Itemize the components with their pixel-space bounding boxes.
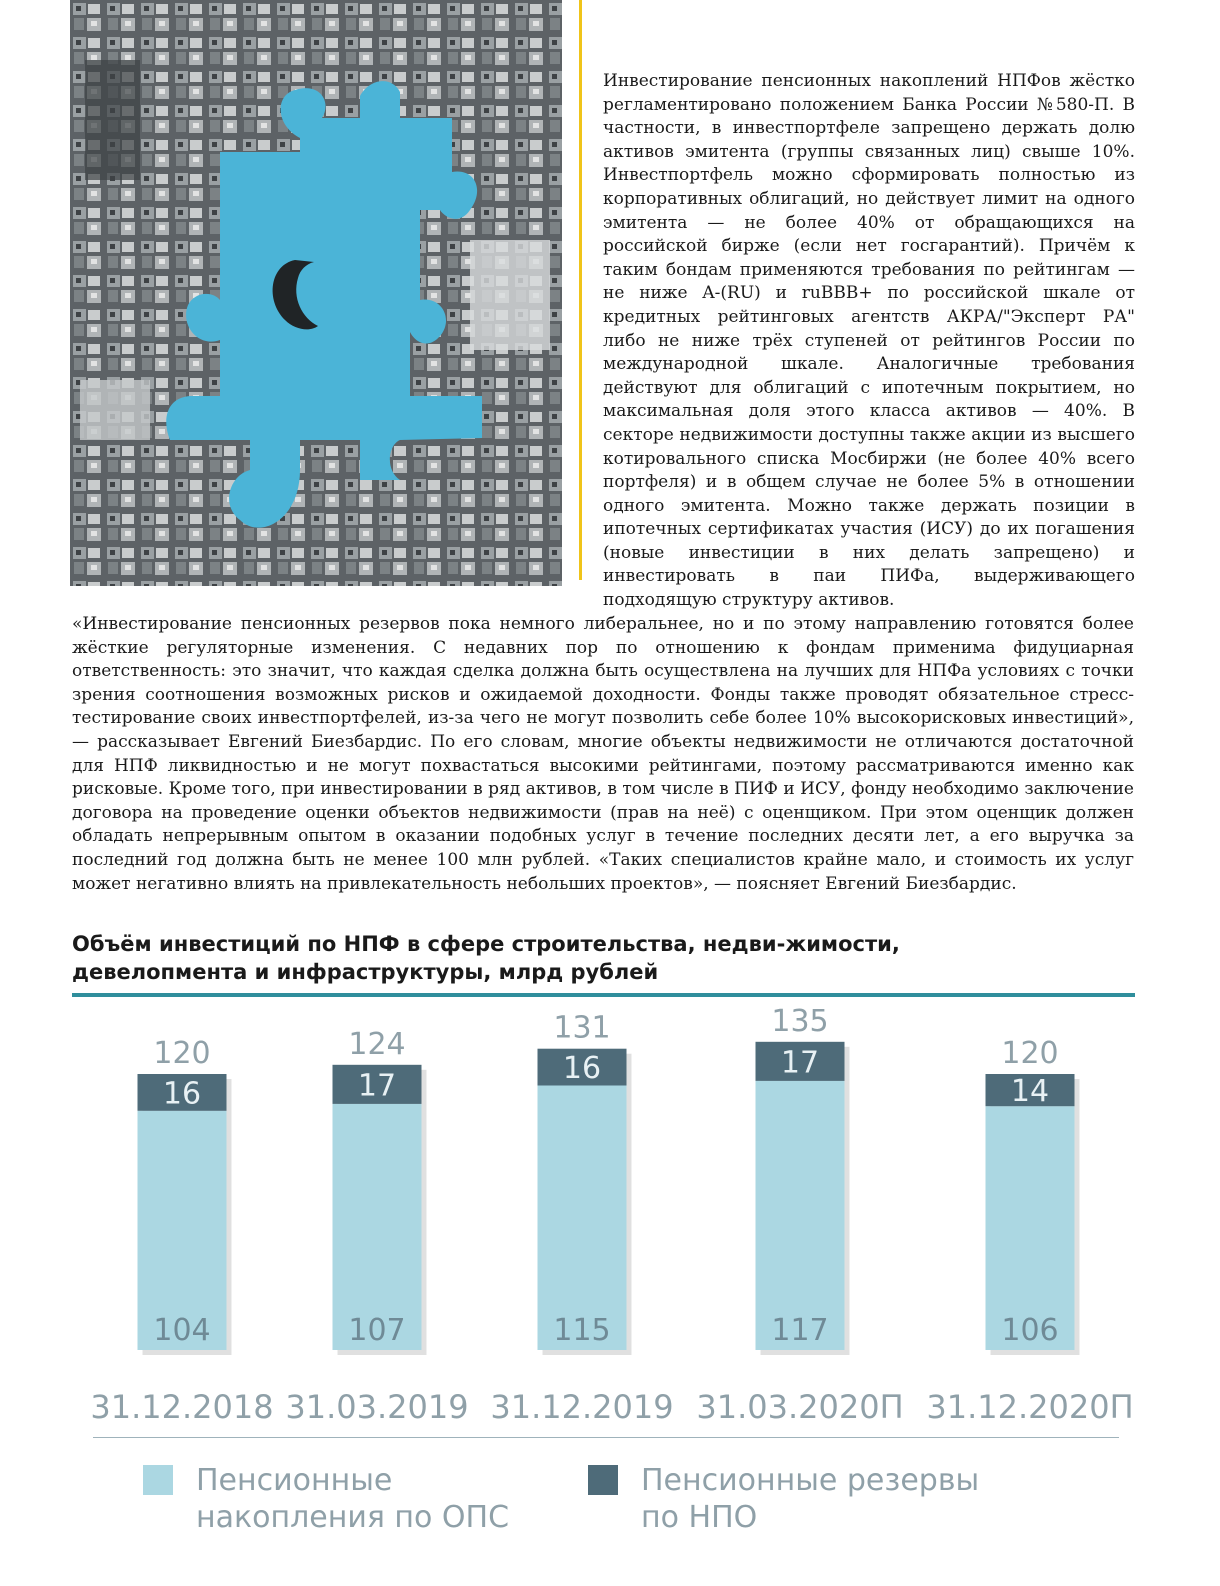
stacked-bar-chart	[0, 1000, 1220, 1430]
legend-swatch-npo	[588, 1465, 618, 1495]
bar-total-label: 120	[1001, 1036, 1059, 1071]
city-puzzle-photo	[70, 0, 562, 586]
bar-ops	[538, 1086, 627, 1351]
bar-npo-label: 16	[562, 1051, 602, 1087]
accent-rule	[579, 0, 582, 580]
category-label: 31.03.2020П	[696, 1388, 904, 1426]
bar-total-label: 120	[153, 1036, 211, 1071]
bar-total-label: 135	[771, 1003, 829, 1039]
bar-ops-label: 104	[153, 1313, 211, 1348]
category-label: 31.12.2020П	[926, 1388, 1134, 1426]
chart-baseline	[93, 1437, 1119, 1438]
chart-title: Объём инвестиций по НПФ в сфере строительства, недви-жимости, девелопмента и инфраструктуры, млрд рублей	[72, 932, 900, 984]
bar-npo-label: 14	[1010, 1074, 1050, 1110]
main-paragraph: «Инвестирование пенсионных резервов пока немного либеральнее, но и по этому направлению готовятся более жёсткие регуляторные изменения. С недавних пор по отношению к фондам применима фидуциарная ответственность: это значит, что каждая сделка должна быть осуществлена на лучших для НПФа условиях с точки зрения соотношения возможных рисков и ожидаемой доходности. Фонды также проводят обязательное стресс-тестирование своих инвестпортфелей, из-за чего не могут позволить себе более 10% высокорисковых инвестиций», — рассказывает Евгений Биезбардис. По его словам, многие объекты недвижимости не отличаются достаточной для НПФ ликвидностью и не могут похвастаться высокими рейтингами, поэтому рассматриваются именно как рисковые. Кроме того, при инвестировании в ряд активов, в том числе в ПИФ и ИСУ, фонду необходимо заключение договора на проведение оценки объектов недвижимости (прав на неё) с оценщиком. При этом оценщик должен обладать непрерывным опытом в оказании подобных услуг в течение последних десяти лет, а его выручка за последний год должна быть не менее 100 млн рублей. «Таких специалистов крайне мало, и стоимость их услуг может негативно влиять на привлекательность небольших проектов», — поясняет Евгений Биезбардис.	[72, 614, 1134, 894]
category-label: 31.12.2018	[90, 1388, 274, 1426]
legend-label-ops: Пенсионные накопления по ОПС	[196, 1463, 510, 1535]
bar-ops	[756, 1081, 845, 1350]
bar-ops-label: 106	[1001, 1313, 1059, 1348]
chart-title-rule	[72, 993, 1135, 997]
legend-label-npo: Пенсионные резервы по НПО	[641, 1463, 980, 1535]
legend-swatch-ops	[143, 1465, 173, 1495]
side-paragraph: Инвестирование пенсионных накоплений НПФов жёстко регламентировано положением Банка России №580-П. В частности, в инвестпортфеле запрещено держать долю активов эмитента (группы связанных лиц) свыше 10%. Инвестпортфель можно сформировать полностью из корпоративных облигаций, но действует лимит на одного эмитента — не более 40% от обращающихся на российской бирже (если нет госгарантий). Причём к таким бондам применяются требования по рейтингам — не ниже A-(RU) и ruBBB+ по российской шкале от кредитных рейтинговых агентств АКРА/"Эксперт РА" либо не ниже трёх ступеней от рейтингов России по международной шкале. Аналогичные требования действуют для облигаций с ипотечным покрытием, но максимальная доля этого класса активов — 40%. В секторе недвижимости доступны также акции из высшего котировального списка Мосбиржи (не более 40% всего портфеля) и в общем случае не более 5% в отношении одного эмитента. Можно также держать позиции в ипотечных сертификатах участия (ИСУ) до их погашения (новые инвестиции в них делать запрещено) и инвестировать в паи ПИФа, выдерживающего подходящую структуру активов.	[603, 71, 1135, 611]
bar-ops-label: 107	[348, 1313, 406, 1348]
bar-total-label: 131	[553, 1010, 611, 1046]
bar-ops-label: 117	[771, 1313, 829, 1348]
bar-npo-label: 17	[780, 1045, 820, 1081]
bar-total-label: 124	[348, 1026, 406, 1062]
category-label: 31.12.2019	[490, 1388, 674, 1426]
bar-npo-label: 17	[357, 1068, 397, 1104]
category-label: 31.03.2019	[285, 1388, 469, 1426]
bar-npo-label: 16	[162, 1076, 202, 1112]
bar-ops-label: 115	[553, 1313, 611, 1348]
